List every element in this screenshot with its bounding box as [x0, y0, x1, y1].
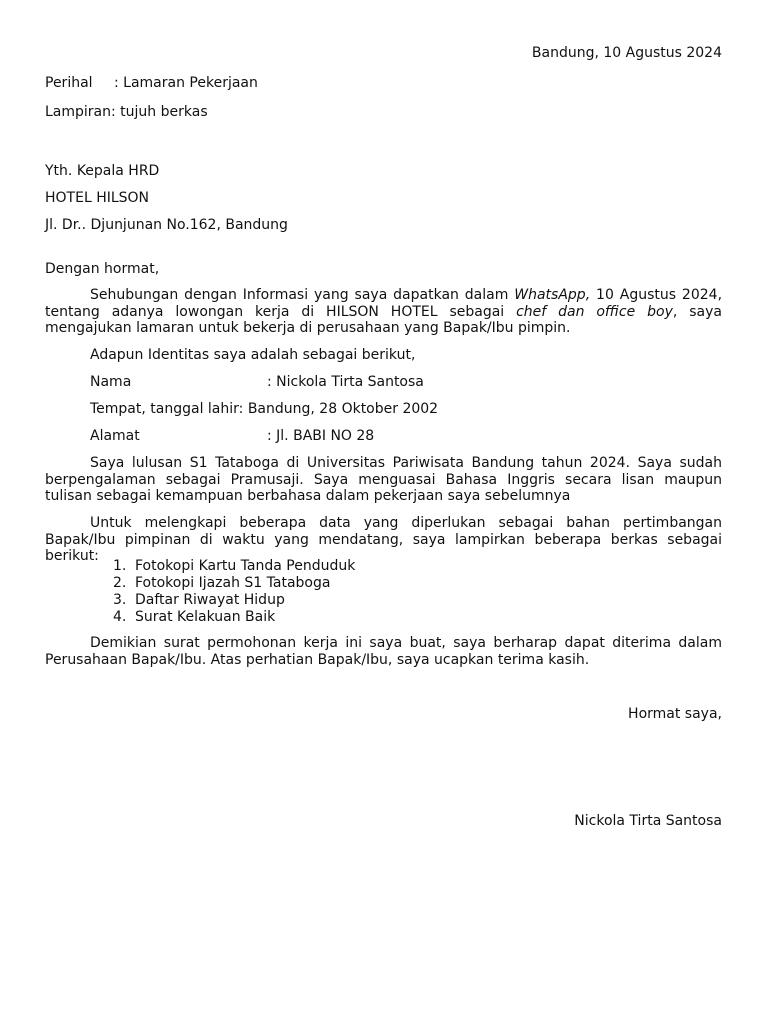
paragraph-experience: Saya lulusan S1 Tataboga di Universitas Pariwisata Bandung tahun 2024. Saya sudah berpengalaman sebagai Pramusaji. Saya menguasai Bahasa Inggris secara lisan maupun tulisan sebagai kemampuan berbahasa dalam pekerjaan saya sebelumnya [45, 455, 722, 504]
identity-intro: Adapun Identitas saya adalah sebagai berikut, [90, 347, 416, 363]
lampiran-line: Lampiran: tujuh berkas [45, 104, 208, 120]
paragraph-closing: Demikian surat permohonan kerja ini saya buat, saya berharap dapat diterima dalam Perusahaan Bapak/Ibu. Atas perhatian Bapak/Ibu, saya ucapkan terima kasih. [45, 635, 722, 668]
name-value: : Nickola Tirta Santosa [267, 374, 424, 390]
list-item: 3. Daftar Riwayat Hidup [113, 592, 285, 608]
closing-greeting: Hormat saya, [628, 706, 722, 722]
address-label: Alamat [90, 428, 140, 444]
birth-line: Tempat, tanggal lahir: Bandung, 28 Oktober 2002 [90, 401, 439, 417]
attachments-list [113, 558, 355, 626]
name-label: Nama [90, 374, 132, 390]
recipient-line-3: Jl. Dr.. Djunjunan No.162, Bandung [45, 217, 288, 233]
address-value: : Jl. BABI NO 28 [267, 428, 375, 444]
list-item: 1. Fotokopi Kartu Tanda Penduduk [113, 558, 356, 574]
signature-name: Nickola Tirta Santosa [574, 813, 722, 829]
recipient-line-2: HOTEL HILSON [45, 190, 150, 206]
salutation: Dengan hormat, [45, 261, 160, 277]
recipient-line-1: Yth. Kepala HRD [45, 163, 160, 179]
perihal-label: Perihal [45, 75, 93, 91]
list-item: 4. Surat Kelakuan Baik [113, 609, 276, 625]
list-item: 2. Fotokopi Ijazah S1 Tataboga [113, 575, 331, 591]
perihal-value: : Lamaran Pekerjaan [114, 75, 258, 91]
paragraph-intro: Sehubungan dengan Informasi yang saya dapatkan dalam WhatsApp, 10 Agustus 2024, tentang adanya lowongan kerja di HILSON HOTEL sebagai chef dan office boy, saya mengajukan lamaran untuk bekerja di perusahaan yang Bapak/Ibu pimpin. [45, 287, 723, 336]
paragraph-attachments-intro: Untuk melengkapi beberapa data yang diperlukan sebagai bahan pertimbangan Bapak/Ibu pimpinan di waktu yang mendatang, saya lampirkan beberapa berkas sebagai berikut: [45, 515, 722, 564]
place-date: Bandung, 10 Agustus 2024 [531, 45, 722, 61]
